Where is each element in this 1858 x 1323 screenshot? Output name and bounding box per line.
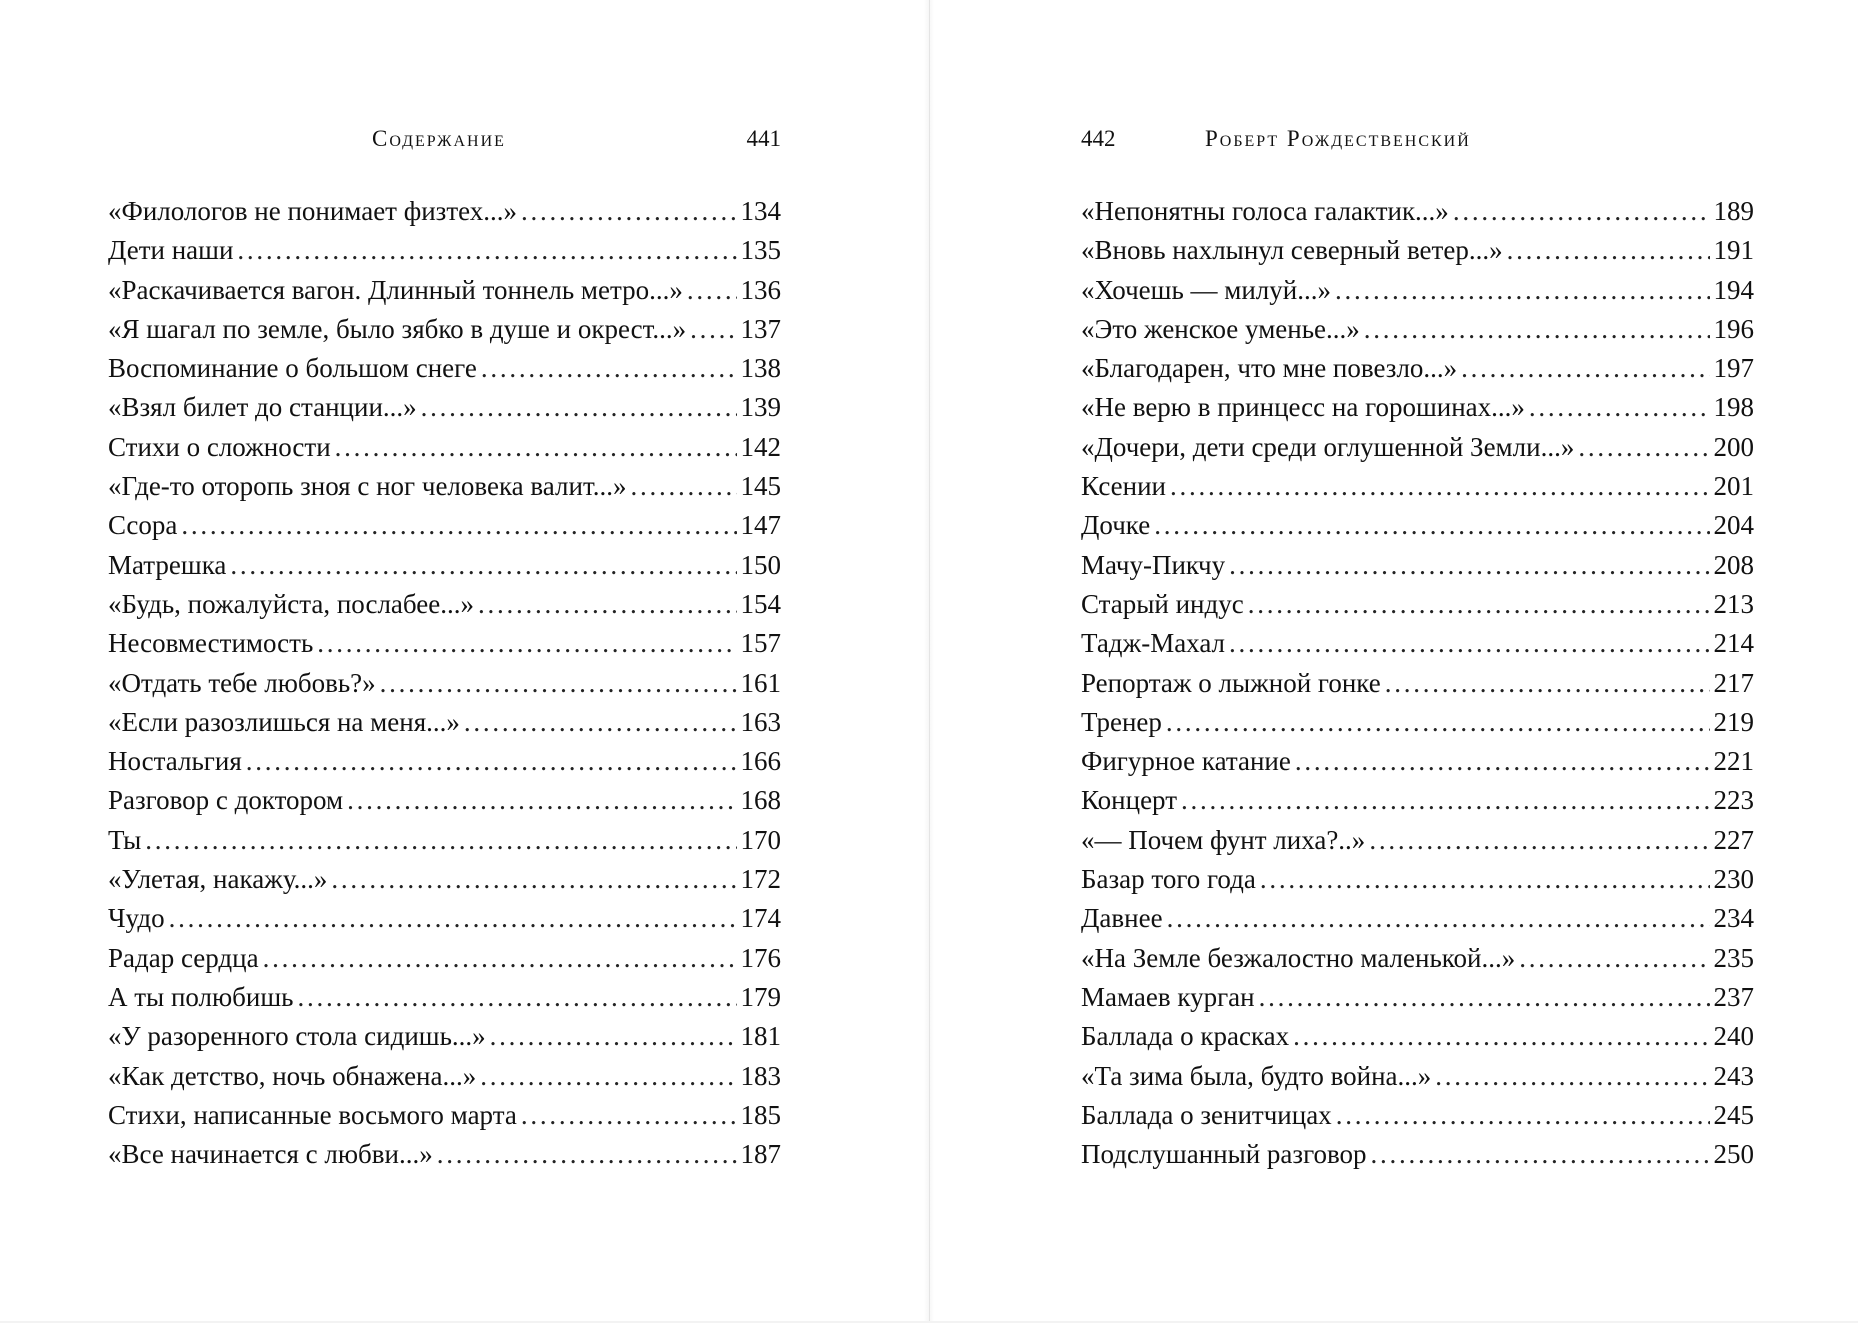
toc-entry (1081, 388, 1754, 427)
toc-entry-page: 172 (740, 864, 781, 895)
dot-leader (521, 1096, 737, 1135)
dot-leader (1385, 664, 1710, 703)
toc-entry-page: 174 (740, 903, 781, 934)
toc-entry-title: Ностальгия (108, 746, 242, 777)
toc-entry (1081, 506, 1754, 545)
dot-leader (1435, 1057, 1709, 1096)
toc-entry-page: 179 (740, 981, 781, 1012)
toc-entry-page: 194 (1713, 274, 1754, 305)
dot-leader (1166, 703, 1710, 742)
toc-entry (108, 664, 781, 703)
dot-leader (1293, 1017, 1709, 1056)
toc-entry-page: 198 (1713, 392, 1754, 423)
table-of-contents-left (108, 192, 781, 1174)
toc-entry (108, 703, 781, 742)
toc-entry-title: «На Земле безжалостно маленькой...» (1081, 942, 1516, 973)
toc-entry (1081, 821, 1754, 860)
toc-entry (1081, 231, 1754, 270)
toc-entry (108, 271, 781, 310)
toc-entry-title: «У разоренного стола сидишь...» (108, 1021, 486, 1052)
dot-leader (421, 388, 737, 427)
toc-entry-title: «Это женское уменье...» (1081, 313, 1360, 344)
toc-entry-page: 142 (740, 431, 781, 462)
toc-entry-title: Дети наши (108, 235, 234, 266)
page-number: 441 (746, 126, 781, 151)
dot-leader (169, 899, 737, 938)
toc-entry-page: 176 (740, 942, 781, 973)
toc-entry-page: 135 (740, 235, 781, 266)
toc-entry (108, 899, 781, 938)
dot-leader (335, 428, 737, 467)
dot-leader (380, 664, 737, 703)
toc-entry (108, 781, 781, 820)
toc-entry-title: Несовместимость (108, 628, 314, 659)
toc-entry-title: Мамаев курган (1081, 981, 1255, 1012)
dot-leader (1335, 271, 1710, 310)
toc-entry (108, 546, 781, 585)
toc-entry (108, 428, 781, 467)
toc-entry (1081, 1017, 1754, 1056)
toc-entry-page: 200 (1713, 431, 1754, 462)
toc-entry (1081, 1135, 1754, 1174)
dot-leader (1170, 467, 1710, 506)
toc-entry (1081, 585, 1754, 624)
toc-entry-title: Баллада о красках (1081, 1021, 1290, 1052)
toc-entry (108, 310, 781, 349)
toc-entry-page: 136 (740, 274, 781, 305)
toc-entry-page: 157 (740, 628, 781, 659)
dot-leader (1229, 546, 1709, 585)
toc-entry-title: «Благодарен, что мне повезло...» (1081, 353, 1458, 384)
toc-entry (108, 1135, 781, 1174)
dot-leader (297, 978, 736, 1017)
toc-entry-page: 223 (1713, 785, 1754, 816)
dot-leader (1248, 585, 1710, 624)
dot-leader (687, 271, 737, 310)
right-page-header (1081, 124, 1754, 154)
dot-leader (1154, 506, 1709, 545)
toc-entry (1081, 428, 1754, 467)
toc-entry-title: «Раскачивается вагон. Длинный тоннель метро...» (108, 274, 683, 305)
running-title: Роберт Рождественский (1205, 126, 1471, 151)
gutter-shadow (924, 0, 934, 1323)
toc-entry (1081, 781, 1754, 820)
toc-entry-title: «Как детство, ночь обнажена...» (108, 1060, 477, 1091)
dot-leader (181, 506, 736, 545)
toc-entry-page: 161 (740, 667, 781, 698)
toc-entry-page: 214 (1713, 628, 1754, 659)
dot-leader (263, 939, 737, 978)
toc-entry-page: 197 (1713, 353, 1754, 384)
toc-entry-title: Радар сердца (108, 942, 259, 973)
toc-entry (1081, 310, 1754, 349)
toc-entry (108, 1057, 781, 1096)
dot-leader (478, 585, 736, 624)
toc-entry-title: Тадж-Махал (1081, 628, 1226, 659)
toc-entry-title: Чудо (108, 903, 165, 934)
toc-entry-page: 139 (740, 392, 781, 423)
toc-entry-page: 191 (1713, 235, 1754, 266)
toc-entry-page: 145 (740, 471, 781, 502)
toc-entry-title: Тренер (1081, 706, 1162, 737)
toc-entry-title: Давнее (1081, 903, 1163, 934)
toc-entry (108, 349, 781, 388)
toc-entry-page: 163 (740, 706, 781, 737)
dot-leader (1364, 310, 1710, 349)
toc-entry-page: 217 (1713, 667, 1754, 698)
dot-leader (1369, 821, 1709, 860)
toc-entry-page: 221 (1713, 746, 1754, 777)
toc-entry-page: 219 (1713, 706, 1754, 737)
dot-leader (1259, 978, 1710, 1017)
toc-entry-title: «Где-то оторопь зноя с ног человека валит...» (108, 471, 627, 502)
toc-entry-page: 245 (1713, 1099, 1754, 1130)
toc-entry-page: 154 (740, 588, 781, 619)
dot-leader (437, 1135, 737, 1174)
left-page-header (108, 124, 781, 154)
toc-entry (108, 192, 781, 231)
toc-entry-page: 137 (740, 313, 781, 344)
toc-entry-title: Баллада о зенитчицах (1081, 1099, 1332, 1130)
toc-entry-page: 166 (740, 746, 781, 777)
toc-entry-page: 150 (740, 549, 781, 580)
toc-entry-title: Фигурное катание (1081, 746, 1291, 777)
toc-entry-page: 250 (1713, 1139, 1754, 1170)
toc-entry-page: 183 (740, 1060, 781, 1091)
toc-entry-page: 234 (1713, 903, 1754, 934)
toc-entry-title: «Вновь нахлынул северный ветер...» (1081, 235, 1503, 266)
toc-entry (108, 1096, 781, 1135)
toc-entry (1081, 546, 1754, 585)
toc-entry (1081, 939, 1754, 978)
toc-entry-page: 168 (740, 785, 781, 816)
toc-entry-page: 240 (1713, 1021, 1754, 1052)
toc-entry-title: Ссора (108, 510, 178, 541)
toc-entry-page: 201 (1713, 471, 1754, 502)
toc-entry (108, 388, 781, 427)
dot-leader (630, 467, 736, 506)
dot-leader (317, 624, 736, 663)
dot-leader (246, 742, 737, 781)
toc-entry-title: «— Почем фунт лиха?..» (1081, 824, 1366, 855)
toc-entry-page: 185 (740, 1099, 781, 1130)
dot-leader (1507, 231, 1710, 270)
toc-entry (1081, 624, 1754, 663)
dot-leader (347, 781, 736, 820)
toc-entry-title: «Не верю в принцесс на горошинах...» (1081, 392, 1525, 423)
toc-entry-page: 138 (740, 353, 781, 384)
toc-entry (108, 231, 781, 270)
dot-leader (1578, 428, 1709, 467)
toc-entry-title: Старый индус (1081, 588, 1244, 619)
dot-leader (1181, 781, 1710, 820)
dot-leader (1461, 349, 1709, 388)
toc-entry-title: Матрешка (108, 549, 227, 580)
toc-entry-title: Концерт (1081, 785, 1177, 816)
toc-entry-title: Базар того года (1081, 864, 1256, 895)
toc-entry-page: 235 (1713, 942, 1754, 973)
dot-leader (521, 192, 736, 231)
toc-entry (1081, 703, 1754, 742)
toc-entry-page: 230 (1713, 864, 1754, 895)
toc-entry-title: «Будь, пожалуйста, послабее...» (108, 588, 475, 619)
toc-entry (1081, 978, 1754, 1017)
dot-leader (490, 1017, 737, 1056)
dot-leader (1529, 388, 1710, 427)
toc-entry-title: Мачу-Пикчу (1081, 549, 1226, 580)
toc-entry-title: «Если разозлишься на меня...» (108, 706, 460, 737)
dot-leader (145, 821, 736, 860)
dot-leader (481, 349, 737, 388)
toc-entry-title: Стихи о сложности (108, 431, 331, 462)
toc-entry-title: Разговор с доктором (108, 785, 344, 816)
toc-entry (1081, 664, 1754, 703)
toc-entry (108, 624, 781, 663)
dot-leader (1167, 899, 1710, 938)
dot-leader (1336, 1096, 1710, 1135)
toc-entry (1081, 467, 1754, 506)
toc-entry-title: Подслушанный разговор (1081, 1139, 1367, 1170)
dot-leader (230, 546, 736, 585)
toc-entry-page: 208 (1713, 549, 1754, 580)
toc-entry-page: 213 (1713, 588, 1754, 619)
dot-leader (690, 310, 736, 349)
toc-entry (1081, 860, 1754, 899)
toc-entry (108, 821, 781, 860)
dot-leader (480, 1057, 736, 1096)
table-of-contents-right (1081, 192, 1754, 1174)
toc-entry-page: 187 (740, 1139, 781, 1170)
dot-leader (1519, 939, 1709, 978)
toc-entry (108, 939, 781, 978)
toc-entry-title: Воспоминание о большом снеге (108, 353, 477, 384)
toc-entry (1081, 271, 1754, 310)
toc-entry (1081, 1057, 1754, 1096)
toc-entry (108, 467, 781, 506)
toc-entry (1081, 349, 1754, 388)
toc-entry (1081, 742, 1754, 781)
toc-entry-page: 237 (1713, 981, 1754, 1012)
toc-entry-page: 227 (1713, 824, 1754, 855)
toc-entry-title: Стихи, написанные восьмого марта (108, 1099, 517, 1130)
toc-entry (108, 585, 781, 624)
toc-entry-title: А ты полюбишь (108, 981, 294, 1012)
toc-entry-title: Ксении (1081, 471, 1166, 502)
toc-entry-title: Репортаж о лыжной гонке (1081, 667, 1381, 698)
toc-entry (108, 860, 781, 899)
toc-entry-title: «Дочери, дети среди оглушенной Земли...» (1081, 431, 1575, 462)
toc-entry-page: 189 (1713, 196, 1754, 226)
toc-entry-page: 243 (1713, 1060, 1754, 1091)
toc-entry-title: «Отдать тебе любовь?» (108, 667, 376, 698)
toc-entry-page: 170 (740, 824, 781, 855)
dot-leader (1229, 624, 1709, 663)
dot-leader (1453, 192, 1710, 231)
dot-leader (1371, 1135, 1710, 1174)
toc-entry (1081, 1096, 1754, 1135)
toc-entry (108, 742, 781, 781)
toc-entry-title: «Улетая, накажу...» (108, 864, 328, 895)
dot-leader (464, 703, 737, 742)
toc-entry-title: «Все начинается с любви...» (108, 1139, 433, 1170)
toc-entry-page: 196 (1713, 313, 1754, 344)
toc-entry-title: «Взял билет до станции...» (108, 392, 417, 423)
toc-entry-title: «Я шагал по земле, было зябко в душе и окрест...» (108, 313, 687, 344)
dot-leader (1260, 860, 1710, 899)
toc-entry-title: «Филологов не понимает физтех...» (108, 196, 518, 226)
running-title: Содержание (372, 126, 506, 151)
toc-entry-title: Дочке (1081, 510, 1151, 541)
toc-entry-title: Ты (108, 824, 142, 855)
dot-leader (237, 231, 736, 270)
toc-entry (1081, 899, 1754, 938)
toc-entry-title: «Непонятны голоса галактик...» (1081, 196, 1449, 226)
toc-entry-page: 181 (740, 1021, 781, 1052)
page-number: 442 (1081, 126, 1116, 151)
toc-entry-page: 147 (740, 510, 781, 541)
toc-entry-title: «Та зима была, будто война...» (1081, 1060, 1432, 1091)
toc-entry-title: «Хочешь — милуй...» (1081, 274, 1331, 305)
toc-entry-page: 204 (1713, 510, 1754, 541)
toc-entry (108, 978, 781, 1017)
right-page (929, 0, 1858, 1323)
dot-leader (1295, 742, 1710, 781)
toc-entry (1081, 192, 1754, 231)
dot-leader (331, 860, 736, 899)
toc-entry (108, 506, 781, 545)
toc-entry-page: 134 (740, 196, 781, 226)
toc-entry (108, 1017, 781, 1056)
